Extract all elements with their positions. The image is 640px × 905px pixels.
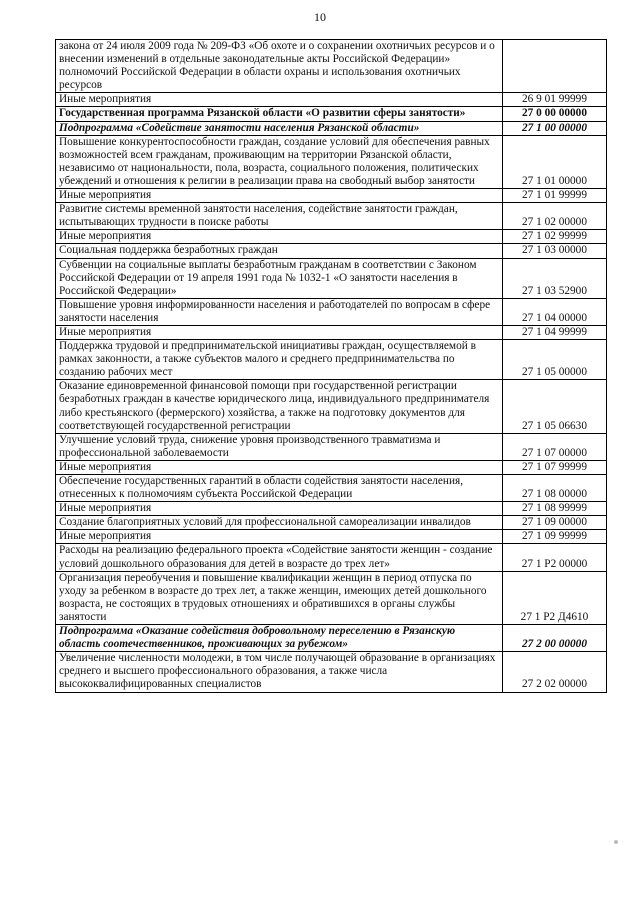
row-name: Иные мероприятия (56, 530, 503, 544)
page-number: 10 (314, 10, 326, 24)
row-name: Расходы на реализацию федерального проекта «Содействие занятости женщин - создание условий дошкольного образования для детей в возрасте до трех лет» (56, 544, 503, 571)
row-name: Создание благоприятных условий для профессиональной самореализации инвалидов (56, 516, 503, 530)
row-code: 27 1 05 00000 (503, 340, 607, 380)
row-name: Повышение уровня информированности населения и работодателей по вопросам в сфере занятости населения (56, 298, 503, 325)
row-code: 27 2 02 00000 (503, 652, 607, 692)
row-code: 27 2 00 00000 (503, 625, 607, 652)
row-name: Обеспечение государственных гарантий в области содействия занятости населения, отнесенных к полномочиям субъекта Российской Федерации (56, 475, 503, 502)
table-row (56, 325, 607, 339)
row-code: 27 1 09 00000 (503, 516, 607, 530)
row-name: Иные мероприятия (56, 93, 503, 107)
table-row (56, 433, 607, 460)
row-name: Иные мероприятия (56, 460, 503, 474)
row-code: 27 1 04 00000 (503, 298, 607, 325)
table-row (56, 93, 607, 107)
row-name: Иные мероприятия (56, 325, 503, 339)
table-row (56, 475, 607, 502)
row-name: Иные мероприятия (56, 230, 503, 244)
row-name: Подпрограмма «Содействие занятости населения Рязанской области» (56, 121, 503, 135)
scan-speck (614, 840, 618, 844)
table-row (56, 380, 607, 433)
table-body (56, 40, 607, 693)
table-row (56, 258, 607, 298)
table-row (56, 460, 607, 474)
row-code: 27 1 08 00000 (503, 475, 607, 502)
row-code: 27 1 02 00000 (503, 203, 607, 230)
table-row (56, 544, 607, 571)
row-code: 27 0 00 00000 (503, 107, 607, 121)
row-code: 27 1 08 99999 (503, 502, 607, 516)
table-row (56, 298, 607, 325)
row-code: 27 1 07 00000 (503, 433, 607, 460)
table-row (56, 230, 607, 244)
table-row (56, 625, 607, 652)
table-row (56, 189, 607, 203)
row-name: Организация переобучения и повышение квалификации женщин в период отпуска по уходу за ребенком в возрасте до трех лет, а также женщин, имеющих детей дошкольного возраста, не состоящих в трудовых отношениях и обратившихся в органы службы занятости (56, 571, 503, 624)
row-code: 27 1 07 99999 (503, 460, 607, 474)
row-name: Социальная поддержка безработных граждан (56, 244, 503, 258)
table-row (56, 135, 607, 188)
row-code: 27 1 02 99999 (503, 230, 607, 244)
table-row (56, 244, 607, 258)
table-row (56, 121, 607, 135)
table-row (56, 530, 607, 544)
row-name: Развитие системы временной занятости населения, содействие занятости граждан, испытывающих трудности в поиске работы (56, 203, 503, 230)
row-name: закона от 24 июля 2009 года № 209-ФЗ «Об охоте и о сохранении охотничьих ресурсов и о внесении изменений в отдельные законодательные акты Российской Федерации» полномочий Российской Федерации в области охраны и использования охотничьих ресурсов (56, 40, 503, 93)
table-row (56, 40, 607, 93)
row-name: Государственная программа Рязанской области «О развитии сферы занятости» (56, 107, 503, 121)
row-code: 27 1 00 00000 (503, 121, 607, 135)
row-code: 27 1 03 52900 (503, 258, 607, 298)
row-code: 27 1 P2 00000 (503, 544, 607, 571)
row-code: 26 9 01 99999 (503, 93, 607, 107)
row-name: Подпрограмма «Оказание содействия добровольному переселению в Рязанскую область соотечественников, проживающих за рубежом» (56, 625, 503, 652)
table-row (56, 340, 607, 380)
table-row (56, 203, 607, 230)
row-name: Поддержка трудовой и предпринимательской инициативы граждан, осуществляемой в рамках законности, а также субъектов малого и среднего предпринимательства по созданию рабочих мест (56, 340, 503, 380)
row-name: Иные мероприятия (56, 502, 503, 516)
budget-classification-table (55, 39, 607, 693)
row-name: Увеличение численности молодежи, в том числе получающей образование в организациях среднего и высшего профессионального образования, а также числа высококвалифицированных специалистов (56, 652, 503, 692)
row-name: Улучшение условий труда, снижение уровня производственного травматизма и профессиональной заболеваемости (56, 433, 503, 460)
row-code: 27 1 09 99999 (503, 530, 607, 544)
row-code (503, 40, 607, 93)
row-name: Иные мероприятия (56, 189, 503, 203)
row-code: 27 1 05 06630 (503, 380, 607, 433)
row-code: 27 1 P2 Д4610 (503, 571, 607, 624)
row-name: Субвенции на социальные выплаты безработным гражданам в соответствии с Законом Российской Федерации от 19 апреля 1991 года № 1032-1 «О занятости населения в Российской Федерации» (56, 258, 503, 298)
table-row (56, 652, 607, 692)
row-name: Оказание единовременной финансовой помощи при государственной регистрации безработных граждан в качестве юридического лица, индивидуального предпринимателя либо крестьянского (фермерского) хозяйства, а также на подготовку документов для соответствующей государственной регистрации (56, 380, 503, 433)
row-code: 27 1 01 00000 (503, 135, 607, 188)
table-row (56, 502, 607, 516)
row-code: 27 1 04 99999 (503, 325, 607, 339)
table-row (56, 516, 607, 530)
row-code: 27 1 03 00000 (503, 244, 607, 258)
table-row (56, 571, 607, 624)
row-name: Повышение конкурентоспособности граждан, создание условий для обеспечения равных возможностей всем гражданам, проживающим на территории Рязанской области, независимо от национальности, пола, возраста, социального положения, политических убеждений и отношения к религии в реализации права на свободный выбор занятости (56, 135, 503, 188)
table-row (56, 107, 607, 121)
row-code: 27 1 01 99999 (503, 189, 607, 203)
